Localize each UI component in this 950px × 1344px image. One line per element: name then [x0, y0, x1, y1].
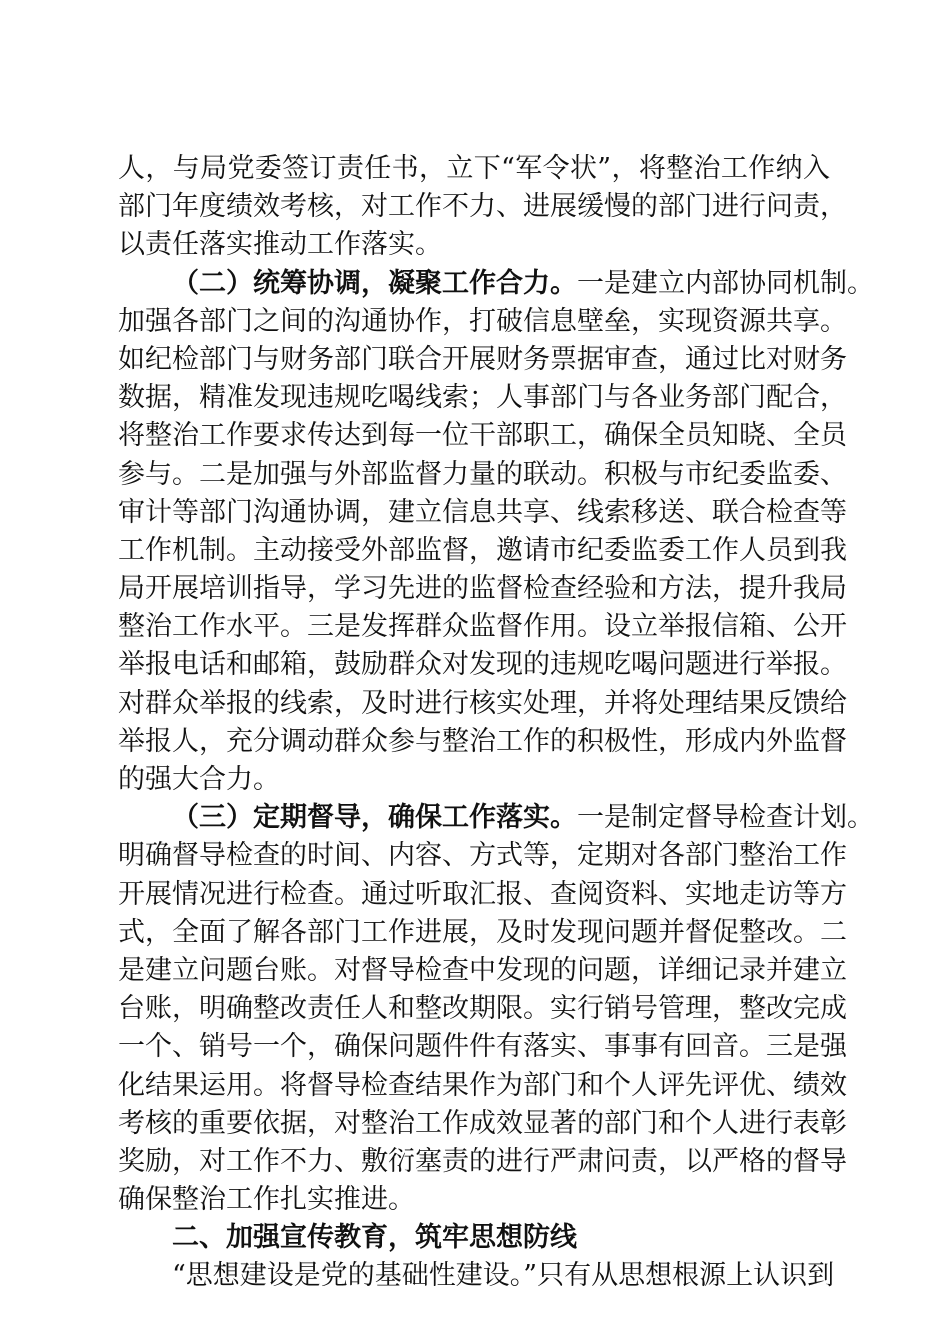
subsection-heading: （二）统筹协调，凝聚工作合力。	[172, 267, 577, 299]
body-line: 是建立问题台账。对督导检查中发现的问题，详细记录并建立	[118, 954, 847, 986]
body-line: 如纪检部门与财务部门联合开展财务票据审查，通过比对财务	[118, 343, 847, 375]
body-line: 台账，明确整改责任人和整改期限。实行销号管理，整改完成	[118, 993, 847, 1025]
body-line: 参与。二是加强与外部监督力量的联动。积极与市纪委监委、	[118, 458, 847, 490]
body-line: 将整治工作要求传达到每一位干部职工，确保全员知晓、全员	[118, 420, 847, 452]
body-line: 部门年度绩效考核，对工作不力、进展缓慢的部门进行问责，	[118, 191, 847, 223]
body-line: 整治工作水平。三是发挥群众监督作用。设立举报信箱、公开	[118, 611, 847, 643]
subsection-line	[118, 265, 874, 303]
body-line: 化结果运用。将督导检查结果作为部门和个人评先评优、绩效	[118, 1069, 847, 1101]
body-line: 开展情况进行检查。通过听取汇报、查阅资料、实地走访等方	[118, 878, 847, 910]
subsection-line	[118, 799, 874, 837]
section-heading: 二、加强宣传教育，筑牢思想防线	[172, 1222, 577, 1254]
body-line: 考核的重要依据，对整治工作成效显著的部门和个人进行表彰	[118, 1107, 847, 1139]
body-line: 对群众举报的线索，及时进行核实处理，并将处理结果反馈给	[118, 687, 847, 719]
body-line: 一个、销号一个，确保问题件件有落实、事事有回音。三是强	[118, 1031, 847, 1063]
body-line: 奖励，对工作不力、敷衍塞责的进行严肃问责，以严格的督导	[118, 1145, 847, 1177]
body-line: 明确督导检查的时间、内容、方式等，定期对各部门整治工作	[118, 840, 847, 872]
subsection-heading: （三）定期督导，确保工作落实。	[172, 802, 577, 834]
body-line: 工作机制。主动接受外部监督，邀请市纪委监委工作人员到我	[118, 534, 847, 566]
body-line: 加强各部门之间的沟通协作，打破信息壁垒，实现资源共享。	[118, 305, 847, 337]
subsection-text: 一是建立内部协同机制。	[577, 267, 874, 299]
body-line: 以责任落实推动工作落实。	[118, 229, 442, 261]
body-line: 举报人，充分调动群众参与整治工作的积极性，形成内外监督	[118, 725, 847, 757]
body-line: 的强大合力。	[118, 764, 280, 795]
body-line: 式，全面了解各部门工作进展，及时发现问题并督促整改。二	[118, 916, 847, 948]
document-body	[118, 150, 874, 1296]
body-line: 举报电话和邮箱，鼓励群众对发现的违规吃喝问题进行举报。	[118, 649, 847, 681]
body-line: 局开展培训指导，学习先进的监督检查经验和方法，提升我局	[118, 573, 847, 605]
body-line: 人，与局党委签订责任书，立下“军令状”，将整治工作纳入	[118, 153, 830, 184]
body-line: 确保整治工作扎实推进。	[118, 1184, 415, 1216]
body-line: 审计等部门沟通协调，建立信息共享、线索移送、联合检查等	[118, 496, 847, 528]
body-line: 数据，精准发现违规吃喝线索；人事部门与各业务部门配合，	[118, 382, 847, 414]
body-line: “思想建设是党的基础性建设。”只有从思想根源上认识到	[172, 1260, 835, 1292]
subsection-text: 一是制定督导检查计划。	[577, 802, 874, 834]
